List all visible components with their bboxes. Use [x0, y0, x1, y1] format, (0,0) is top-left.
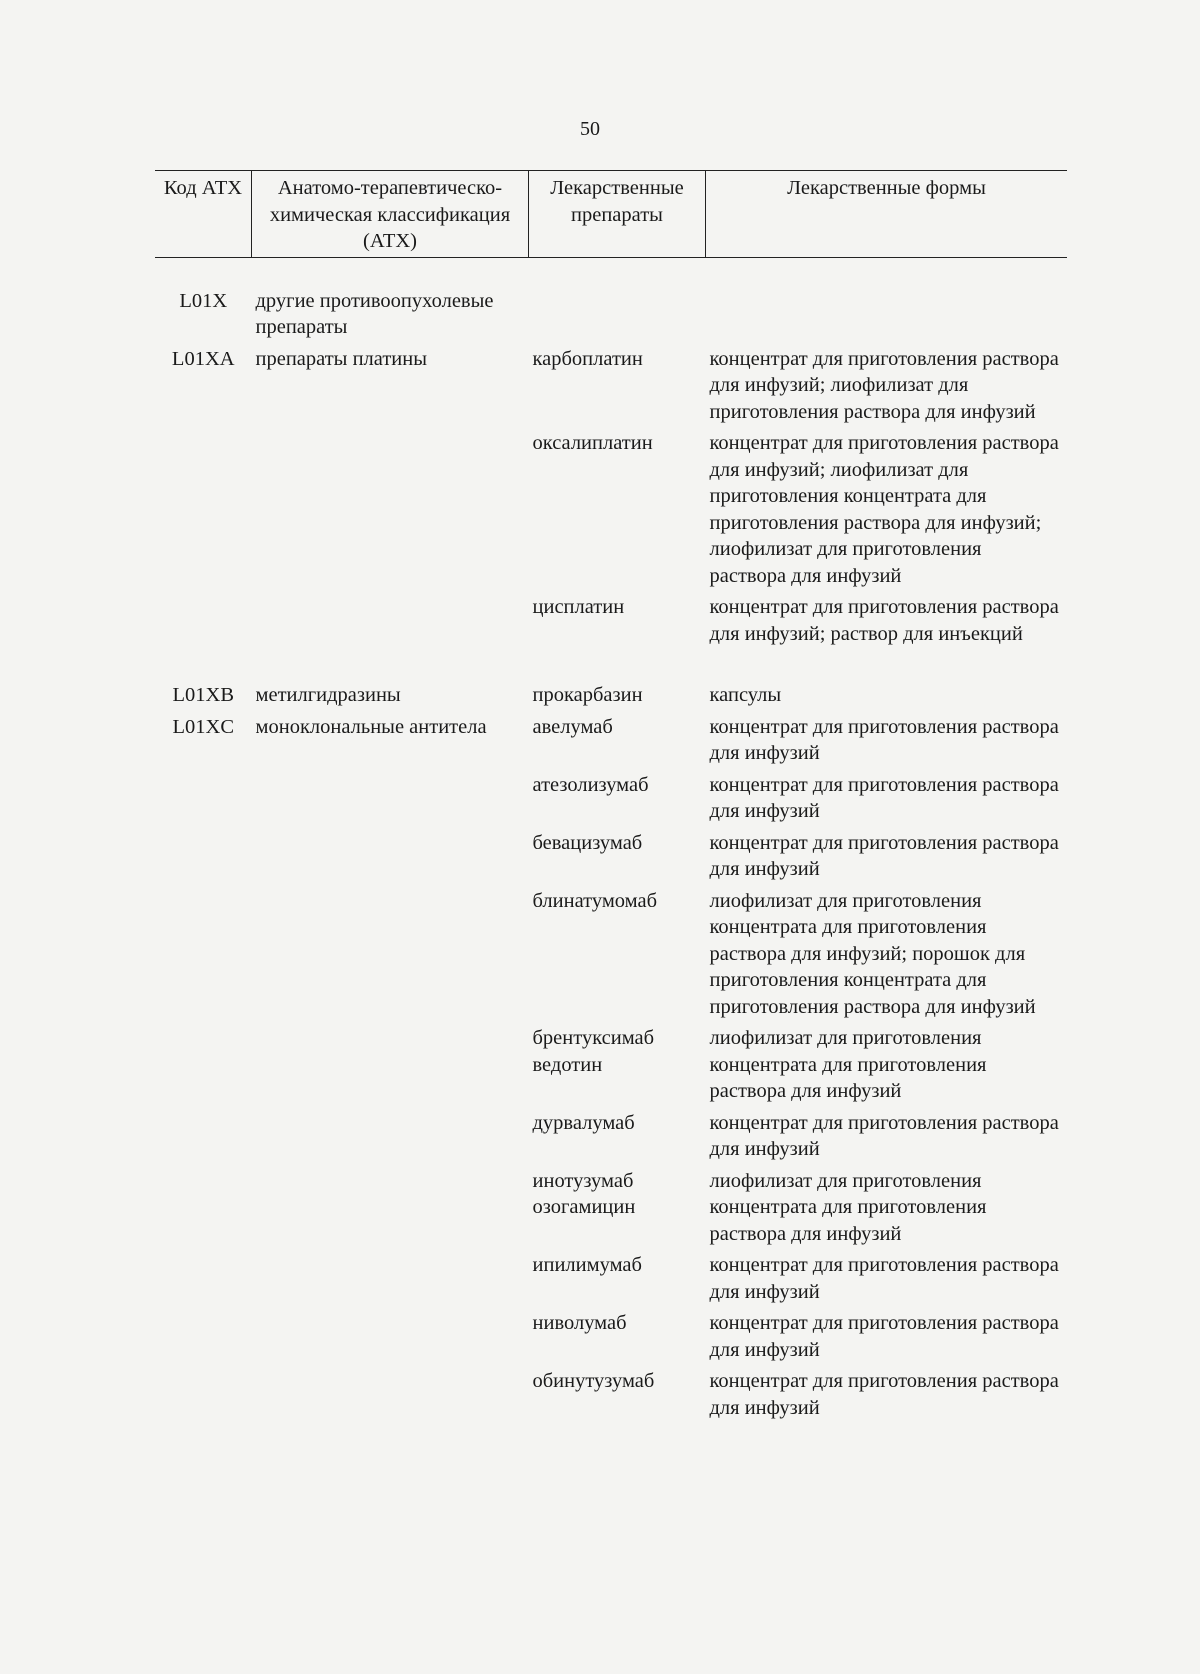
row-classification	[252, 430, 529, 594]
row-drug: прокарбазин	[532, 684, 643, 706]
row-drug: блинатумомаб	[532, 889, 658, 912]
row-code	[155, 772, 252, 830]
row-forms: концентрат для приготовления раствора для инфузий	[709, 1111, 1059, 1160]
row-classification	[252, 1310, 529, 1368]
page-number: 50	[580, 118, 600, 140]
table-row	[155, 830, 1067, 888]
header-classification: Анатомо-терапевтическо-химическая классификация (АТХ)	[252, 171, 529, 258]
row-classification	[252, 1168, 529, 1253]
row-code: L01XC	[172, 715, 234, 738]
table-row	[155, 430, 1067, 594]
row-forms: концентрат для приготовления раствора для инфузий	[709, 1370, 1059, 1419]
row-code	[155, 1252, 252, 1310]
row-classification: моноклональные антитела	[255, 715, 487, 738]
row-code	[155, 830, 252, 888]
row-forms: лиофилизат для приготовления концентрата для приготовления раствора для инфузий	[709, 1169, 987, 1245]
row-code	[155, 430, 252, 594]
table-spacer	[155, 257, 1067, 288]
row-drug: карбоплатин	[532, 347, 643, 370]
row-code	[155, 1110, 252, 1168]
table-row	[155, 288, 1067, 346]
row-code	[155, 1025, 252, 1110]
row-classification	[252, 1110, 529, 1168]
row-forms: капсулы	[709, 684, 782, 706]
row-forms: концентрат для приготовления раствора для инфузий	[709, 1312, 1059, 1361]
table-row	[155, 1252, 1067, 1310]
table-row	[155, 714, 1067, 772]
atc-drug-table	[155, 170, 1067, 1426]
row-drug: ипилимумаб	[532, 1254, 642, 1276]
row-drug: инотузумаб озогамицин	[532, 1169, 636, 1218]
table-row	[155, 1368, 1067, 1426]
header-code: Код АТХ	[155, 171, 252, 258]
row-drug: обинутузумаб	[532, 1370, 655, 1392]
table-row	[155, 652, 1067, 714]
row-code	[155, 1310, 252, 1368]
row-code	[155, 1368, 252, 1426]
row-code: L01X	[179, 289, 228, 312]
header-drugs: Лекарственные препараты	[529, 171, 706, 258]
table-row	[155, 1025, 1067, 1110]
table-row	[155, 888, 1067, 1026]
row-forms: концентрат для приготовления раствора для инфузий	[709, 1254, 1059, 1303]
row-drug: бевацизумаб	[532, 831, 643, 854]
row-drug: брентуксимаб ведотин	[532, 1027, 655, 1076]
row-drug: атезолизумаб	[532, 773, 649, 796]
row-forms: лиофилизат для приготовления концентрата для приготовления раствора для инфузий	[709, 1027, 987, 1102]
row-code: L01XA	[171, 347, 235, 370]
table-row	[155, 772, 1067, 830]
header-forms: Лекарственные формы	[706, 171, 1068, 258]
row-drug	[529, 288, 706, 346]
row-drug: авелумаб	[532, 715, 613, 738]
row-classification	[252, 1368, 529, 1426]
row-code	[155, 594, 252, 652]
row-classification: метилгидразины	[255, 684, 401, 706]
row-classification	[252, 772, 529, 830]
row-forms: концентрат для приготовления раствора для инфузий	[709, 715, 1059, 764]
row-forms: лиофилизат для приготовления концентрата для приготовления раствора для инфузий; порошок для приготовления концентрата для приготовления раствора для инфузий	[709, 889, 1036, 1018]
row-classification: другие противоопухолевые препараты	[255, 289, 494, 338]
row-forms: концентрат для приготовления раствора для инфузий; раствор для инъекций	[709, 596, 1059, 645]
row-code	[155, 888, 252, 1026]
table-row	[155, 594, 1067, 652]
row-drug: цисплатин	[532, 596, 625, 618]
row-drug: дурвалумаб	[532, 1111, 635, 1134]
row-forms: концентрат для приготовления раствора для инфузий; лиофилизат для приготовления концентрата для приготовления раствора для инфузий; лиофилизат для приготовления раствора для инфузий	[709, 432, 1059, 587]
row-classification	[252, 888, 529, 1026]
row-forms	[706, 288, 1068, 346]
row-classification: препараты платины	[255, 347, 428, 370]
table-row	[155, 1168, 1067, 1253]
row-classification	[252, 594, 529, 652]
row-classification	[252, 1252, 529, 1310]
row-code	[155, 1168, 252, 1253]
row-classification	[252, 1025, 529, 1110]
row-drug: оксалиплатин	[532, 432, 653, 454]
table-row	[155, 1110, 1067, 1168]
table-header-row	[155, 171, 1067, 258]
row-forms: концентрат для приготовления раствора для инфузий; лиофилизат для приготовления раствора для инфузий	[709, 347, 1059, 423]
row-drug: ниволумаб	[532, 1312, 627, 1334]
table-row	[155, 1310, 1067, 1368]
row-forms: концентрат для приготовления раствора для инфузий	[709, 831, 1059, 880]
row-code: L01XB	[172, 684, 234, 706]
row-classification	[252, 830, 529, 888]
row-forms: концентрат для приготовления раствора для инфузий	[709, 773, 1059, 822]
table-row	[155, 346, 1067, 431]
